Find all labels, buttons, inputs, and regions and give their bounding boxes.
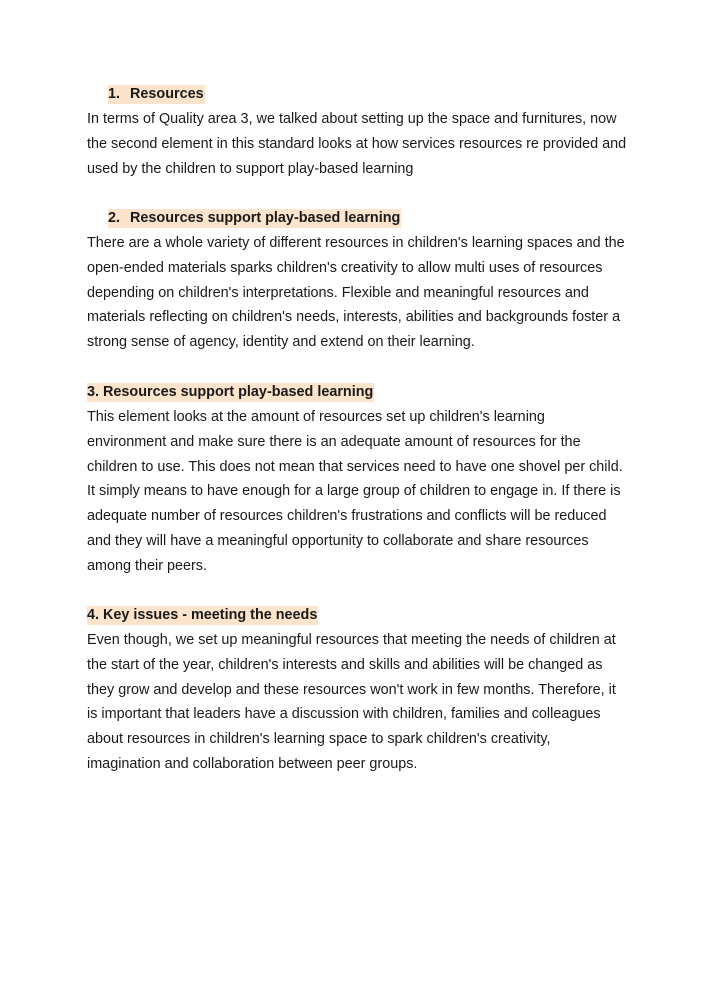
paragraph-line: environment and make sure there is an adequate amount of resources for the — [87, 433, 581, 450]
paragraph-line: This element looks at the amount of resources set up children's learning — [87, 409, 545, 425]
paragraph-line: open-ended materials sparks children's creativity to allow multi uses of resources — [87, 259, 603, 276]
list-number: 2. — [108, 210, 121, 226]
paragraph-line: is important that leaders have a discussion with children, families and colleagues — [87, 706, 601, 723]
paragraph-line: There are a whole variety of different resources in children's learning spaces and the — [87, 235, 625, 251]
paragraph-line: they grow and develop and these resources won't work in few months. Therefore, it — [87, 681, 616, 698]
section-heading — [87, 206, 632, 231]
highlighted-heading — [108, 85, 205, 104]
paragraph-line: children to use. This does not mean that services need to have one shovel per child. — [87, 458, 623, 475]
section-paragraph — [87, 107, 632, 181]
paragraph-line: imagination and collaboration between peer groups. — [87, 755, 418, 772]
paragraph-line: the second element in this standard looks at how services resources re provided and — [87, 135, 627, 152]
section-heading — [87, 380, 632, 405]
heading-text: Resources support play-based learning — [130, 210, 401, 226]
highlighted-heading — [108, 209, 401, 228]
section-paragraph — [87, 628, 632, 777]
paragraph-line: about resources in children's learning space to spark children's creativity, — [87, 731, 551, 748]
paragraph-line: the start of the year, children's interests and skills and abilities will be changed as — [87, 656, 603, 673]
section-key-issues — [87, 603, 632, 777]
section-paragraph — [87, 231, 632, 355]
section-heading — [87, 603, 632, 628]
section-paragraph — [87, 405, 632, 579]
section-resources-support — [87, 206, 632, 355]
heading-text: Resources — [130, 86, 204, 102]
list-number: 1. — [108, 86, 121, 102]
paragraph-line: materials reflecting on children's needs, interests, abilities and backgrounds foster a — [87, 309, 621, 326]
paragraph-line: used by the children to support play-based learning — [87, 160, 414, 177]
section-heading — [87, 82, 632, 107]
paragraph-line: It simply means to have enough for a large group of children to engage in. If there is — [87, 483, 621, 500]
section-resources-amount — [87, 380, 632, 579]
paragraph-line: In terms of Quality area 3, we talked about setting up the space and furnitures, now — [87, 111, 617, 127]
highlighted-heading: 4. Key issues - meeting the needs — [87, 607, 318, 623]
paragraph-line: adequate number of resources children's frustrations and conflicts will be reduced — [87, 508, 607, 525]
section-resources — [87, 82, 632, 181]
paragraph-line: depending on children's interpretations. Flexible and meaningful resources and — [87, 284, 589, 301]
paragraph-line: Even though, we set up meaningful resources that meeting the needs of children at — [87, 632, 616, 648]
paragraph-line: and they will have a meaningful opportunity to collaborate and share resources — [87, 532, 589, 549]
paragraph-line: strong sense of agency, identity and extend on their learning. — [87, 334, 475, 351]
paragraph-line: among their peers. — [87, 557, 207, 574]
highlighted-heading: 3. Resources support play-based learning — [87, 384, 374, 400]
